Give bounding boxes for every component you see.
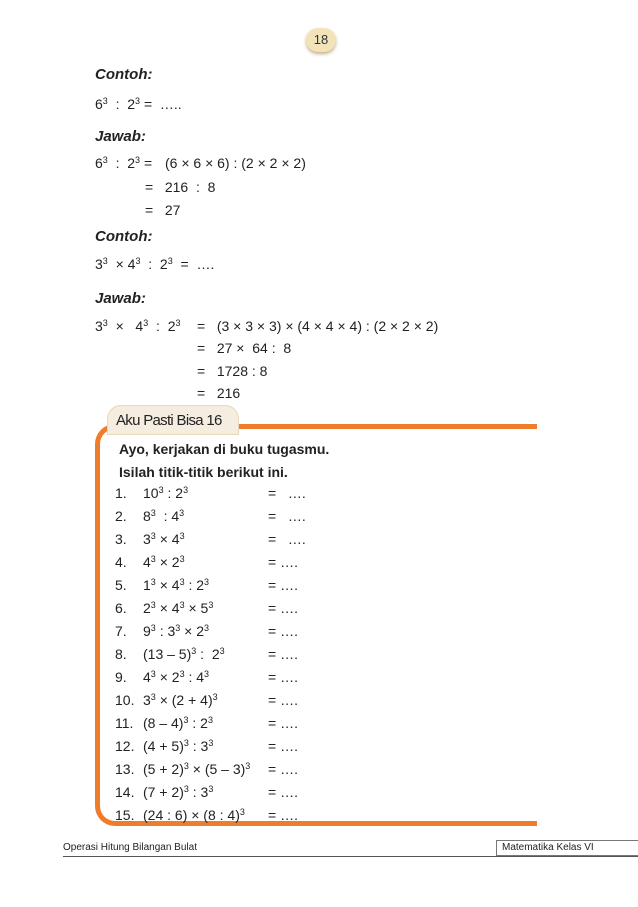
exercise-item [115, 554, 185, 570]
exercise-item-number: 4. [115, 554, 127, 570]
exercise-item [115, 623, 209, 639]
answer-step-1: $6^3$ : $2^3$ = [95, 155, 153, 171]
exercise-item-answer[interactable]: = …. [268, 600, 298, 616]
exercise-item [115, 485, 188, 501]
exercise-item [115, 761, 250, 777]
exercise-item-number: 6. [115, 600, 127, 616]
exercise-item-expression: $4^3 \times 2^3$ [143, 554, 185, 570]
exercise-item-expression: $(4 + 5)^3$ : $3^3$ [143, 738, 214, 754]
exercise-item [115, 738, 213, 754]
exercise-item-expression: $8^3$ : $4^3$ [143, 508, 185, 524]
exercise-item [115, 600, 213, 616]
answer-step-2: = 216 : 8 [145, 179, 216, 195]
exercise-item-answer[interactable]: = …. [268, 669, 298, 685]
answer-step-1-rhs: (6 × 6 × 6) : (2 × 2 × 2) [165, 155, 306, 171]
exercise-item-number: 15. [115, 807, 135, 823]
footer-divider [63, 856, 638, 857]
answer-heading-1: Jawab: [95, 128, 146, 145]
answer-step: = 216 [197, 385, 241, 401]
exercise-item [115, 692, 218, 708]
exercise-item-number: 14. [115, 784, 135, 800]
exercise-item-expression: $2^3 \times 4^3 \times 5^3$ [143, 600, 214, 616]
answer-step-3: = 27 [145, 202, 181, 218]
footer-book-section: Operasi Hitung Bilangan Bulat [63, 842, 197, 853]
exercise-instruction: Ayo, kerjakan di buku tugasmu. [119, 441, 330, 457]
exercise-item-answer[interactable]: = …. [268, 508, 306, 524]
exercise-item [115, 784, 213, 800]
exercise-item-expression: (8 – 4)$^3$ : $2^3$ [143, 715, 213, 731]
exercise-item [115, 669, 209, 685]
exercise-item [115, 646, 225, 662]
example-heading-1: Contoh: [95, 66, 153, 83]
example-question-2: $3^3 \times 4^3$ : $2^3$ = …. [95, 256, 215, 272]
example-question-1: $6^3$ : $2^3$ = ….. [95, 96, 182, 112]
exercise-item-expression: $3^3 \times 4^3$ [143, 531, 185, 547]
exercise-item [115, 807, 245, 823]
exercise-item-answer[interactable]: = …. [268, 531, 306, 547]
exercise-item-expression: $1^3 \times 4^3$ : $2^3$ [143, 577, 210, 593]
exercise-item-expression: $3^3 \times (2 + 4)^3$ [143, 692, 218, 708]
answer-heading-2: Jawab: [95, 290, 146, 307]
exercise-item [115, 715, 213, 731]
exercise-item-number: 1. [115, 485, 127, 501]
exercise-item-number: 9. [115, 669, 127, 685]
footer-book-title: Matematika Kelas VI [496, 840, 638, 856]
exercise-item-number: 2. [115, 508, 127, 524]
exercise-instruction: Isilah titik-titik berikut ini. [119, 464, 288, 480]
exercise-item-expression: $9^3$ : $3^3 \times 2^3$ [143, 623, 210, 639]
exercise-item-number: 7. [115, 623, 127, 639]
exercise-item-number: 13. [115, 761, 135, 777]
exercise-title-tab: Aku Pasti Bisa 16 [107, 405, 239, 435]
exercise-item-expression: $(5 + 2)^3 \times (5 - 3)^3$ [143, 761, 251, 777]
exercise-item-answer[interactable]: = …. [268, 692, 298, 708]
exercise-item-answer[interactable]: = …. [268, 577, 298, 593]
exercise-item [115, 531, 185, 547]
exercise-item-number: 12. [115, 738, 135, 754]
exercise-item-expression: $(7 + 2)^3$ : $3^3$ [143, 784, 214, 800]
exercise-item-number: 3. [115, 531, 127, 547]
example-heading-2: Contoh: [95, 228, 153, 245]
exercise-item-expression: (13 – 5)$^3$ : $2^3$ [143, 646, 225, 662]
exercise-item-answer[interactable]: = …. [268, 761, 298, 777]
exercise-item-answer[interactable]: = …. [268, 715, 298, 731]
answer-step: = (3 × 3 × 3) × (4 × 4 × 4) : (2 × 2 × 2) [197, 318, 439, 334]
exercise-item-number: 11. [115, 715, 134, 731]
page-number: 18 [306, 28, 336, 52]
exercise-item-answer[interactable]: = …. [268, 738, 298, 754]
answer-step: = 1728 : 8 [197, 363, 268, 379]
exercise-item [115, 577, 209, 593]
exercise-item-number: 10. [115, 692, 135, 708]
exercise-item-expression: (24 : 6) × (8 : 4)$^3$ [143, 807, 245, 823]
answer-step: = 27 × 64 : 8 [197, 340, 292, 356]
exercise-item-answer[interactable]: = …. [268, 646, 298, 662]
exercise-item [115, 508, 184, 524]
exercise-item-answer[interactable]: = …. [268, 784, 298, 800]
exercise-item-answer[interactable]: = …. [268, 485, 306, 501]
exercise-item-answer[interactable]: = …. [268, 623, 298, 639]
answer-lhs-2: $3^3 \times 4^3$ : $2^3$ [95, 318, 181, 334]
exercise-item-answer[interactable]: = …. [268, 807, 298, 823]
exercise-item-number: 8. [115, 646, 127, 662]
exercise-item-answer[interactable]: = …. [268, 554, 298, 570]
exercise-item-expression: $4^3 \times 2^3$ : $4^3$ [143, 669, 210, 685]
exercise-item-expression: $10^3$ : $2^3$ [143, 485, 189, 501]
exercise-item-number: 5. [115, 577, 127, 593]
